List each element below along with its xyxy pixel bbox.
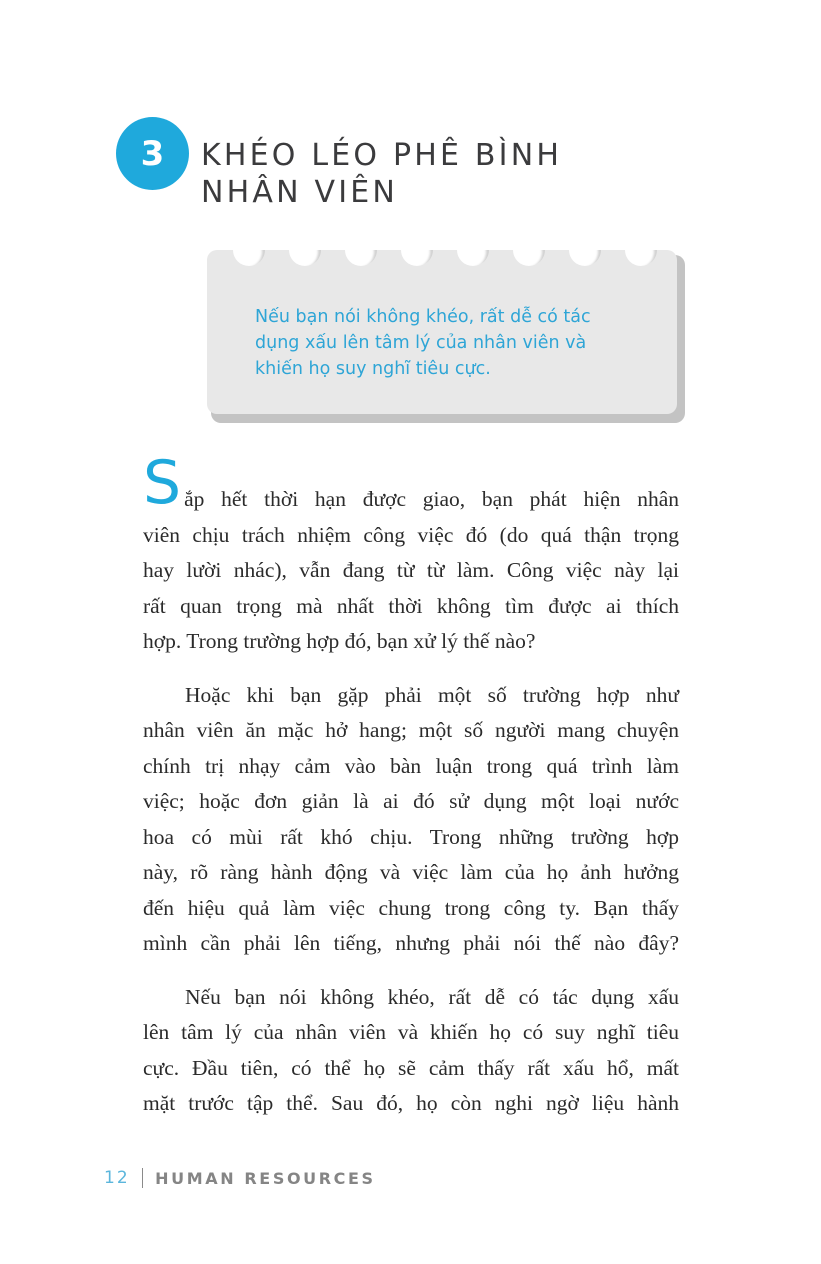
footer-divider [142, 1168, 144, 1188]
text-line: hợp. Trong trường hợp đó, bạn xử lý thế nào? [143, 629, 536, 653]
text-line: Hoặc khi bạn gặp phải một số trường hợp như [185, 682, 679, 707]
scallop-cutout [625, 250, 657, 266]
callout-line: dụng xấu lên tâm lý của nhân viên và [255, 333, 587, 353]
text-line: ắp hết thời hạn được giao, bạn phát hiện nhân [184, 487, 679, 511]
scallop-cutout [289, 250, 321, 266]
drop-cap: S [143, 448, 182, 518]
text-line: Nếu bạn nói không khéo, rất dễ có tác dụng xấu [185, 984, 679, 1009]
callout-card [207, 250, 677, 414]
callout-line: khiến họ suy nghĩ tiêu cực. [255, 359, 491, 379]
text-line: này, rõ ràng hành động và việc làm của họ ảnh hưởng [143, 860, 679, 884]
page-number: 12 [104, 1168, 130, 1188]
chapter-number-badge [116, 117, 189, 190]
scallop-cutout [401, 250, 433, 266]
scallop-cutout [569, 250, 601, 266]
text-line: rất quan trọng mà nhất thời không tìm được ai thích [143, 593, 679, 618]
text-line: mình cần phải lên tiếng, nhưng phải nói thế nào đây? [143, 931, 679, 955]
callout-line: Nếu bạn nói không khéo, rất dễ có tác [255, 307, 591, 327]
text-line: cực. Đầu tiên, có thể họ sẽ cảm thấy rất xấu hổ, mất [143, 1055, 679, 1080]
chapter-title-line: KHÉO LÉO PHÊ BÌNH [201, 138, 563, 173]
text-line: hay lười nhác), vẫn đang từ từ làm. Công việc này lại [143, 558, 679, 582]
text-line: chính trị nhạy cảm vào bàn luận trong quá trình làm [143, 753, 679, 778]
scalloped-edge [207, 250, 681, 270]
paragraph-2 [143, 678, 679, 962]
page-footer [104, 1168, 376, 1188]
text-line: nhân viên ăn mặc hở hang; một số người mang chuyện [143, 718, 679, 742]
chapter-title-line: NHÂN VIÊN [201, 175, 399, 210]
text-line: hoa có mùi rất khó chịu. Trong những trường hợp [143, 824, 679, 849]
callout-text [255, 304, 655, 382]
scallop-cutout [233, 250, 265, 266]
scallop-cutout [345, 250, 377, 266]
text-line: đến hiệu quả làm việc chung trong công ty. Bạn thấy [143, 895, 679, 920]
body-text [143, 448, 679, 1140]
running-head: HUMAN RESOURCES [155, 1168, 376, 1188]
text-line: lên tâm lý của nhân viên và khiến họ có suy nghĩ tiêu [143, 1020, 679, 1044]
scallop-cutout [457, 250, 489, 266]
text-line: mặt trước tập thể. Sau đó, họ còn nghi ngờ liệu hành [143, 1091, 679, 1115]
paragraph-3 [143, 980, 679, 1122]
chapter-title [201, 137, 562, 211]
chapter-header [116, 117, 562, 211]
chapter-number: 3 [140, 133, 165, 174]
text-line: việc; hoặc đơn giản là ai đó sử dụng một loại nước [143, 789, 679, 813]
pull-quote-callout [207, 250, 681, 419]
text-line: viên chịu trách nhiệm công việc đó (do quá thận trọng [143, 522, 679, 547]
scallop-cutout [513, 250, 545, 266]
paragraph-1 [143, 448, 679, 660]
